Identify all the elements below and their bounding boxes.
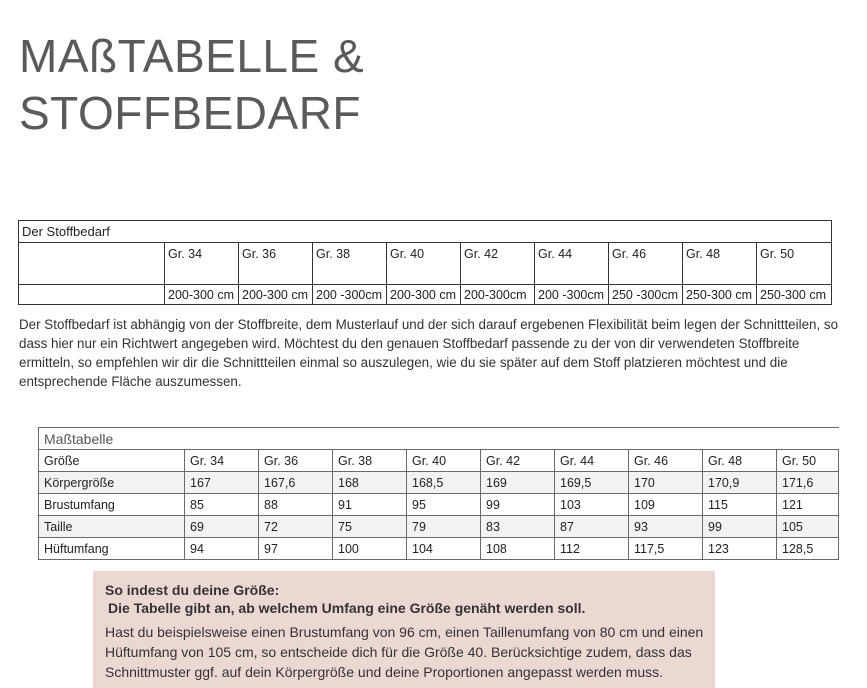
mass-cell: 87: [555, 516, 629, 538]
mass-cell: 83: [481, 516, 555, 538]
mass-cell: 109: [629, 494, 703, 516]
mass-row-label: Taille: [39, 516, 185, 538]
mass-row-label: Körpergröße: [39, 472, 185, 494]
mass-cell: 167,6: [259, 472, 333, 494]
stoffbedarf-note: Der Stoffbedarf ist abhängig von der Stoffbreite, dem Musterlauf und der sich darauf ergebenen Flexibilität beim legen der Schnittteilen, so dass hier nur ein Richtwert angegeben wird. Möchtest du den genauen Stoffbedarf passende zu der von dir verwendeten Stoffbreite ermitteln, so empfehlen wir dir die Schnittteilen einmal so auszulegen, wie du sie später auf dem Stoff platzieren möchtest und die entsprechende Fläche auszumessen.: [19, 317, 839, 389]
mass-row: [39, 494, 839, 516]
info-subheading: Die Tabelle gibt an, ab welchem Umfang eine Größe genäht werden soll.: [108, 600, 586, 616]
stoffbedarf-value-row: [19, 285, 832, 305]
size-cell: Gr. 34: [165, 243, 239, 285]
mass-row: [39, 538, 839, 560]
mass-cell: 97: [259, 538, 333, 560]
mass-cell: 167: [185, 472, 259, 494]
size-cell: Gr. 38: [313, 243, 387, 285]
value-cell: 200-300 cm: [165, 285, 239, 305]
empty-cell: [19, 285, 165, 305]
mass-cell: 75: [333, 516, 407, 538]
value-cell: 200 -300cm: [535, 285, 609, 305]
mass-cell: 79: [407, 516, 481, 538]
masstabelle-table: [38, 427, 839, 560]
size-cell: Gr. 44: [535, 243, 609, 285]
mass-cell: 85: [185, 494, 259, 516]
mass-cell: 112: [555, 538, 629, 560]
mass-cell: 95: [407, 494, 481, 516]
size-cell: Gr. 50: [757, 243, 832, 285]
mass-cell: 168,5: [407, 472, 481, 494]
mass-cell: 94: [185, 538, 259, 560]
size-cell: Gr. 48: [683, 243, 757, 285]
mass-cell: 103: [555, 494, 629, 516]
info-heading: So indest du deine Größe:: [105, 582, 280, 598]
mass-row: [39, 516, 839, 538]
value-cell: 200 -300cm: [313, 285, 387, 305]
mass-cell: 104: [407, 538, 481, 560]
mass-cell: Gr. 36: [259, 450, 333, 472]
mass-cell: 100: [333, 538, 407, 560]
mass-cell: 88: [259, 494, 333, 516]
value-cell: 200-300 cm: [387, 285, 461, 305]
title-line-1: MAßTABELLE &: [19, 30, 365, 82]
mass-cell: 91: [333, 494, 407, 516]
mass-cell: Gr. 40: [407, 450, 481, 472]
mass-cell: Gr. 44: [555, 450, 629, 472]
size-cell: Gr. 42: [461, 243, 535, 285]
mass-cell: Gr. 50: [777, 450, 839, 472]
mass-cell: 99: [703, 516, 777, 538]
mass-cell: 171,6: [777, 472, 839, 494]
value-cell: 250 -300cm: [609, 285, 683, 305]
mass-cell: Gr. 38: [333, 450, 407, 472]
mass-cell: 121: [777, 494, 839, 516]
mass-cell: 108: [481, 538, 555, 560]
info-body: Hast du beispielsweise einen Brustumfang von 96 cm, einen Taillenumfang von 80 cm und einen Hüftumfang von 105 cm, so entscheide dich für die Größe 40. Berücksichtige zudem, dass das Schnittmuster ggf. auf dein Körpergröße und deine Proportionen angepasst werden muss.: [105, 624, 704, 680]
mass-cell: 170: [629, 472, 703, 494]
mass-row-label: Größe: [39, 450, 185, 472]
size-cell: Gr. 46: [609, 243, 683, 285]
mass-cell: 115: [703, 494, 777, 516]
value-cell: 200-300cm: [461, 285, 535, 305]
value-cell: 250-300 cm: [757, 285, 832, 305]
mass-cell: 117,5: [629, 538, 703, 560]
mass-cell: Gr. 46: [629, 450, 703, 472]
value-cell: 250-300 cm: [683, 285, 757, 305]
mass-cell: Gr. 34: [185, 450, 259, 472]
masstabelle-caption: Maßtabelle: [39, 428, 839, 450]
stoffbedarf-heading: Der Stoffbedarf: [19, 221, 832, 243]
mass-cell: 169: [481, 472, 555, 494]
mass-cell: Gr. 48: [703, 450, 777, 472]
value-cell: 200-300 cm: [239, 285, 313, 305]
mass-cell: 123: [703, 538, 777, 560]
mass-cell: Gr. 42: [481, 450, 555, 472]
mass-cell: 99: [481, 494, 555, 516]
mass-cell: 69: [185, 516, 259, 538]
title-line-2: STOFFBEDARF: [19, 87, 362, 139]
size-info-box: [93, 571, 715, 688]
mass-cell: 170,9: [703, 472, 777, 494]
mass-cell: 93: [629, 516, 703, 538]
stoffbedarf-table: [18, 220, 832, 305]
mass-row-label: Brustumfang: [39, 494, 185, 516]
mass-cell: 168: [333, 472, 407, 494]
mass-row: [39, 472, 839, 494]
stoffbedarf-size-row: [19, 243, 832, 285]
mass-cell: 128,5: [777, 538, 839, 560]
mass-cell: 169,5: [555, 472, 629, 494]
mass-cell: 105: [777, 516, 839, 538]
size-cell: Gr. 40: [387, 243, 461, 285]
page-title: [19, 28, 364, 142]
size-cell: Gr. 36: [239, 243, 313, 285]
mass-row-label: Hüftumfang: [39, 538, 185, 560]
mass-row: [39, 450, 839, 472]
empty-cell: [19, 243, 165, 285]
mass-cell: 72: [259, 516, 333, 538]
